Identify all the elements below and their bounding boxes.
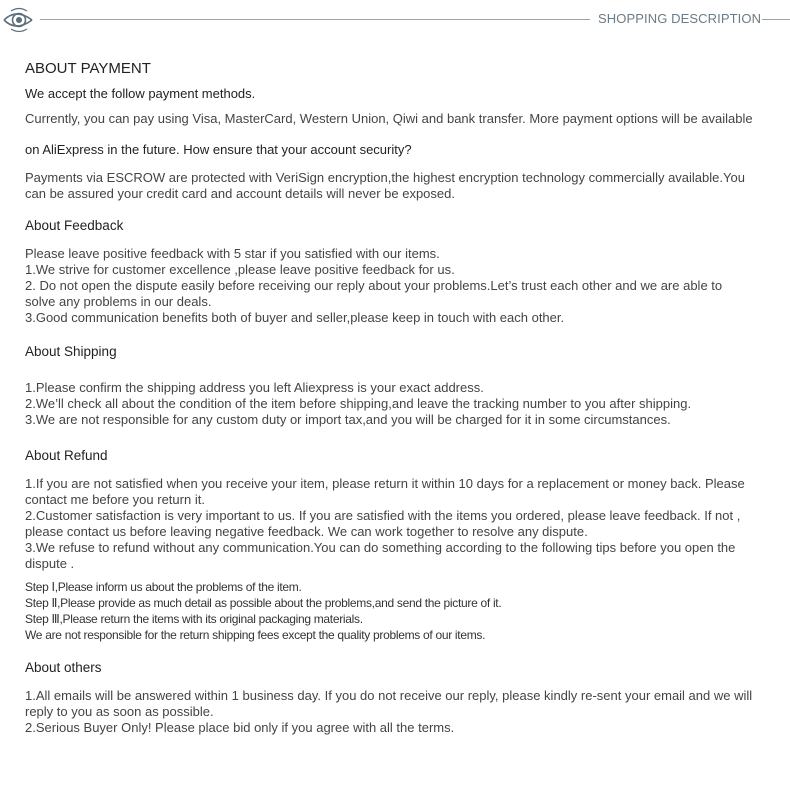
refund-step: Step Ⅰ,Please inform us about the problems of the item. (25, 580, 302, 594)
payment-text-2-line: Payments via ESCROW are protected with VeriSign encryption,the highest encryption technology commercially available.You (25, 170, 745, 185)
others-line: reply to you as soon as possible. (25, 704, 214, 719)
feedback-line: Please leave positive feedback with 5 star if you satisfied with our items. (25, 246, 440, 261)
refund-line: please contact us before leaving negative feedback. We can work together to resolve any dispute. (25, 524, 588, 539)
refund-step: Step Ⅱ,Please provide as much detail as possible about the problems,and send the picture of it. (25, 596, 502, 610)
feedback-line: solve any problems in our deals. (25, 294, 212, 309)
refund-step: Step Ⅲ,Please return the items with its original packaging materials. (25, 612, 363, 626)
feedback-heading: About Feedback (25, 218, 124, 233)
shipping-heading: About Shipping (25, 344, 117, 359)
payment-lead-2: on AliExpress in the future. How ensure that your account security? (25, 142, 412, 157)
header-title: SHOPPING DESCRIPTION (598, 11, 762, 26)
others-heading: About others (25, 660, 102, 675)
others-line: 2.Serious Buyer Only! Please place bid only if you agree with all the terms. (25, 720, 455, 735)
refund-line: 2.Customer satisfaction is very important to us. If you are satisfied with the items you ordered, please leave feedback. If not , (25, 508, 741, 523)
header (0, 0, 790, 40)
payment-text-1: Currently, you can pay using Visa, MasterCard, Western Union, Qiwi and bank transfer. More payment options will be available (25, 111, 753, 126)
shipping-line: 2.We’ll check all about the condition of the item before shipping,and leave the tracking number to you after shipping. (25, 396, 692, 411)
refund-heading: About Refund (25, 448, 108, 463)
shipping-line: 3.We are not responsible for any custom duty or import tax,and you will be charged for it in some circumstances. (25, 412, 671, 427)
payment-lead-1: We accept the follow payment methods. (25, 86, 256, 101)
refund-line: 3.We refuse to refund without any communication.You can do something according to the following tips before you open the (25, 540, 736, 555)
refund-line: dispute . (25, 556, 75, 571)
header-divider (40, 19, 590, 20)
payment-heading: ABOUT PAYMENT (25, 60, 151, 77)
header-divider-right (762, 19, 790, 20)
refund-step: We are not responsible for the return shipping fees except the quality problems of our items. (25, 628, 486, 642)
feedback-line: 3.Good communication benefits both of buyer and seller,please keep in touch with each other. (25, 310, 565, 325)
payment-text-2-line: can be assured your credit card and account details will never be exposed. (25, 186, 455, 201)
feedback-line: 1.We strive for customer excellence ,please leave positive feedback for us. (25, 262, 455, 277)
others-line: 1.All emails will be answered within 1 business day. If you do not receive our reply, please kindly re-sent your email and we will (25, 688, 753, 703)
refund-line: contact me before you return it. (25, 492, 205, 507)
feedback-line: 2. Do not open the dispute easily before receiving our reply about your problems.Let’s trust each other and we are able to (25, 278, 723, 293)
eye-logo-icon (2, 6, 48, 34)
refund-line: 1.If you are not satisfied when you receive your item, please return it within 10 days for a replacement or money back. Please (25, 476, 745, 491)
shipping-line: 1.Please confirm the shipping address you left Aliexpress is your exact address. (25, 380, 484, 395)
